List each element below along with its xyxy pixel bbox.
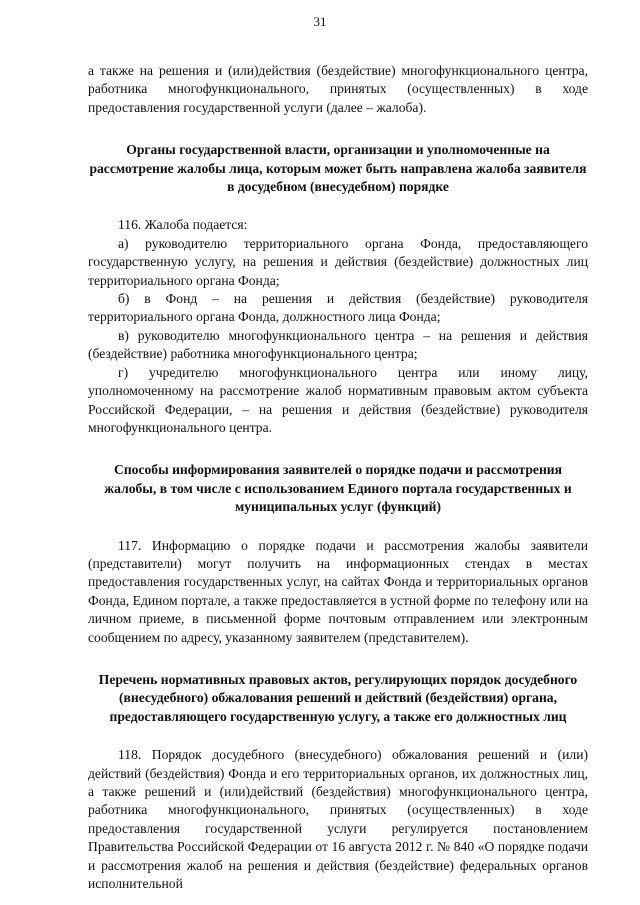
paragraph-118: 118. Порядок досудебного (внесудебного) обжалования решений и (или) действий (бездействия) Фонда и его территориальных органов, их должностных лиц, а также решений и (или)действий (бездействия) многофункционального центра, работника многофункционального, принятых (осуществленных) в ходе предоставления государственной услуги регулируется постановлением Правительства Российской Федерации от 16 августа 2012 г. № 840 «О порядке подачи и рассмотрения жалоб на решения и действия (бездействие) федеральных органов исполнительной bbox=[88, 747, 588, 892]
section-heading-legal-acts: Перечень нормативных правовых актов, регулирующих порядок досудебного (внесудебного) обжалования решений и действий (бездействия) органа, предоставляющего государственную услугу, а также его должностных лиц bbox=[98, 671, 578, 724]
list-item-c: в) руководителю многофункционального центра – на решения и действия (бездействие) работника многофункционального центра; bbox=[88, 327, 588, 362]
page-number: 31 bbox=[313, 14, 327, 29]
list-item-a: а) руководителю территориального органа Фонда, предоставляющего государственную услугу, на решения и действия (бездействие) должностных лиц территориального органа Фонда; bbox=[88, 235, 588, 288]
list-item-b: б) в Фонд – на решения и действия (бездействие) руководителя территориального органа Фонда, должностного лица Фонда; bbox=[88, 291, 588, 325]
paragraph-116: 116. Жалоба подается: bbox=[118, 217, 248, 233]
list-item-d: г) учредителю многофункционального центра или иному лицу, уполномоченному на рассмотрение жалоб нормативным правовым актом субъекта Российской Федерации, – на решения и действия (бездействие) руководителя многофункционального центра. bbox=[88, 364, 588, 435]
section-heading-informing-methods: Способы информирования заявителей о порядке подачи и рассмотрения жалобы, в том числе с использованием Единого портала государственных и муниципальных услуг (функций) bbox=[104, 462, 572, 515]
paragraph-117: 117. Информацию о порядке подачи и рассмотрения жалобы заявители (представители) могут получить на информационных стендах в местах предоставления государственных услуг, на сайтах Фонда и территориальных органов Фонда, Едином портале, а также предоставляется в устной форме по телефону или на личном приеме, в письменной форме почтовым отправлением или электронным сообщением по адресу, указанному заявителем (представителем). bbox=[88, 537, 588, 645]
document-body bbox=[88, 62, 588, 893]
section-heading-appeal-bodies: Органы государственной власти, организации и уполномоченные на рассмотрение жалобы лица, которым может быть направлена жалоба заявителя в досудебном (внесудебном) порядке bbox=[89, 142, 587, 195]
intro-paragraph: а также на решения и (или)действия (бездействие) многофункционального центра, работника многофункционального, принятых (осуществленных) в ходе предоставления государственной услуги (далее – жалоба). bbox=[88, 63, 588, 115]
